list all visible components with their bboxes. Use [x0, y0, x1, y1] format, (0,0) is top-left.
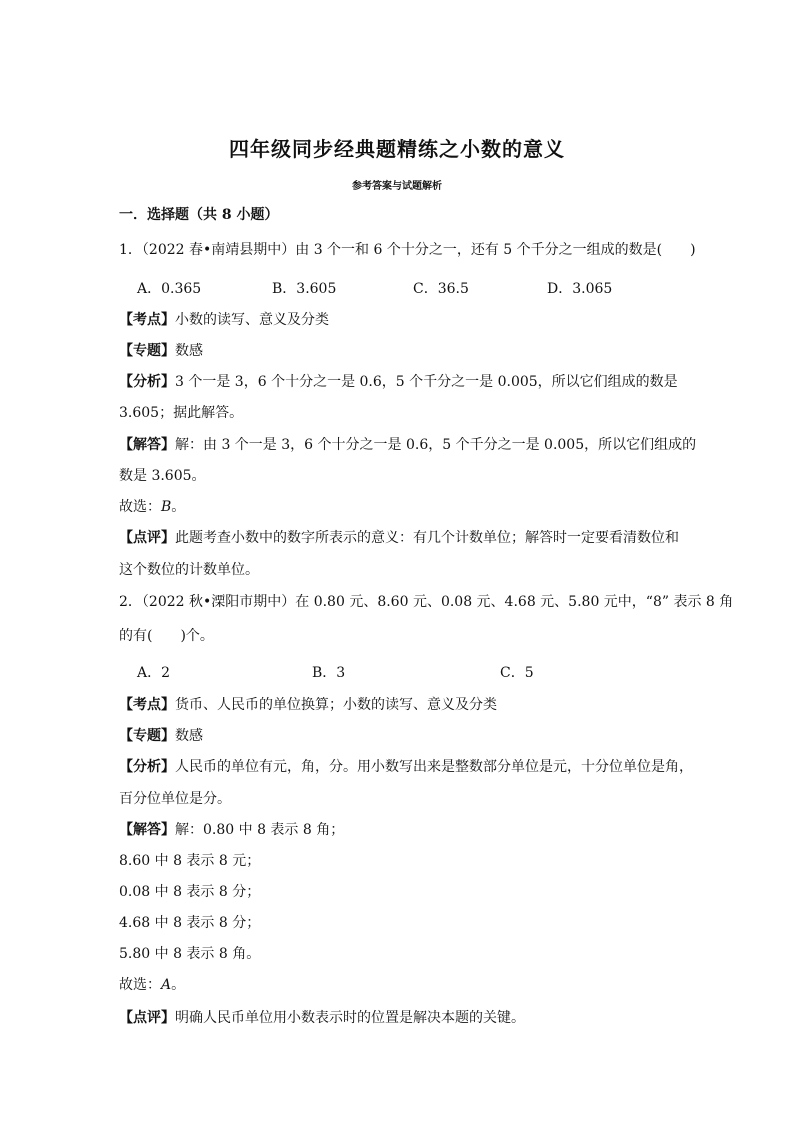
- q2-jieda-text-5: 5.80 中 8 表示 8 角。: [119, 946, 261, 962]
- q2-stem-2: 的有( )个。: [119, 628, 214, 644]
- q2-zhuanti-tag: 【专题】: [119, 728, 175, 744]
- q2-fenxi-text-1: 人民币的单位有元，角，分。用小数写出来是整数部分单位是元，十分位单位是角，: [175, 759, 693, 775]
- q1-kaodian: [119, 310, 329, 330]
- q1-fenxi-text-2: 3.605；据此解答。: [119, 405, 244, 421]
- q2-answer-end: 。: [171, 977, 186, 993]
- q2-dianping-tag: 【点评】: [119, 1010, 175, 1026]
- q1-fenxi: [119, 372, 678, 392]
- q2-jieda-text-1: 解：0.80 中 8 表示 8 角；: [175, 822, 345, 838]
- q1-stem: 1．（2022 春•南靖县期中）由 3 个一和 6 个十分之一，还有 5 个千分之一组成的数是( ): [119, 242, 696, 258]
- q1-answer-label: 故选：: [119, 499, 161, 515]
- q1-option-b: B．3.605: [272, 281, 337, 297]
- q2-option-c: C．5: [500, 665, 534, 681]
- q1-dianping-text-1: 此题考查小数中的数字所表示的意义：有几个计数单位；解答时一定要看清数位和: [175, 530, 679, 546]
- q1-zhuanti-tag: 【专题】: [119, 343, 175, 359]
- q2-fenxi-text-2: 百分位单位是分。: [119, 791, 231, 807]
- q2-jieda-text-2: 8.60 中 8 表示 8 元；: [119, 853, 261, 869]
- q1-kaodian-text: 小数的读写、意义及分类: [175, 312, 329, 328]
- q2-kaodian: [119, 695, 497, 715]
- q1-dianping-text-2: 这个数位的计数单位。: [119, 562, 259, 578]
- q1-jieda-tag: 【解答】: [119, 437, 175, 453]
- q1-zhuanti-text: 数感: [175, 343, 203, 359]
- q1-dianping-tag: 【点评】: [119, 530, 175, 546]
- q2-dianping-text-1: 明确人民币单位用小数表示时的位置是解决本题的关键。: [175, 1010, 525, 1026]
- q1-fenxi-tag: 【分析】: [119, 374, 175, 390]
- q2-option-b: B．3: [312, 665, 346, 681]
- q2-zhuanti: [119, 726, 203, 746]
- q1-answer: [119, 497, 185, 517]
- q2-stem-1: 2．（2022 秋•溧阳市期中）在 0.80 元、8.60 元、0.08 元、4.68 元、5.80 元中，“8” 表示 8 角: [119, 594, 734, 610]
- q2-kaodian-text: 货币、人民币的单位换算；小数的读写、意义及分类: [175, 697, 497, 713]
- q1-jieda: [119, 435, 696, 455]
- q1-answer-letter: B: [161, 499, 172, 515]
- q2-answer: [119, 975, 185, 995]
- q1-option-d: D．3.065: [547, 281, 613, 297]
- page-title: 四年级同步经典题精练之小数的意义: [229, 137, 565, 161]
- q1-answer-end: 。: [171, 499, 186, 515]
- q1-kaodian-tag: 【考点】: [119, 312, 175, 328]
- q2-kaodian-tag: 【考点】: [119, 697, 175, 713]
- q1-option-c: C．36.5: [413, 281, 469, 297]
- q2-answer-letter: A: [161, 977, 172, 993]
- q2-fenxi: [119, 757, 693, 777]
- q2-answer-label: 故选：: [119, 977, 161, 993]
- q1-jieda-text-1: 解：由 3 个一是 3，6 个十分之一是 0.6，5 个千分之一是 0.005，所以它们组成的: [175, 437, 697, 453]
- q2-dianping: [119, 1008, 525, 1028]
- q2-jieda-tag: 【解答】: [119, 822, 175, 838]
- q2-jieda: [119, 820, 344, 840]
- q1-dianping: [119, 528, 679, 548]
- q1-jieda-text-2: 数是 3.605。: [119, 468, 206, 484]
- q2-fenxi-tag: 【分析】: [119, 759, 175, 775]
- q2-zhuanti-text: 数感: [175, 728, 203, 744]
- q1-option-a: A．0.365: [137, 281, 202, 297]
- q2-option-a: A．2: [137, 665, 171, 681]
- page-subtitle: 参考答案与试题解析: [352, 181, 442, 192]
- section-heading: 一．选择题（共 8 小题）: [119, 207, 279, 223]
- q1-zhuanti: [119, 341, 203, 361]
- q2-jieda-text-4: 4.68 中 8 表示 8 分；: [119, 915, 261, 931]
- q2-jieda-text-3: 0.08 中 8 表示 8 分；: [119, 884, 261, 900]
- q1-fenxi-text-1: 3 个一是 3，6 个十分之一是 0.6，5 个千分之一是 0.005，所以它们组成的数是: [175, 374, 678, 390]
